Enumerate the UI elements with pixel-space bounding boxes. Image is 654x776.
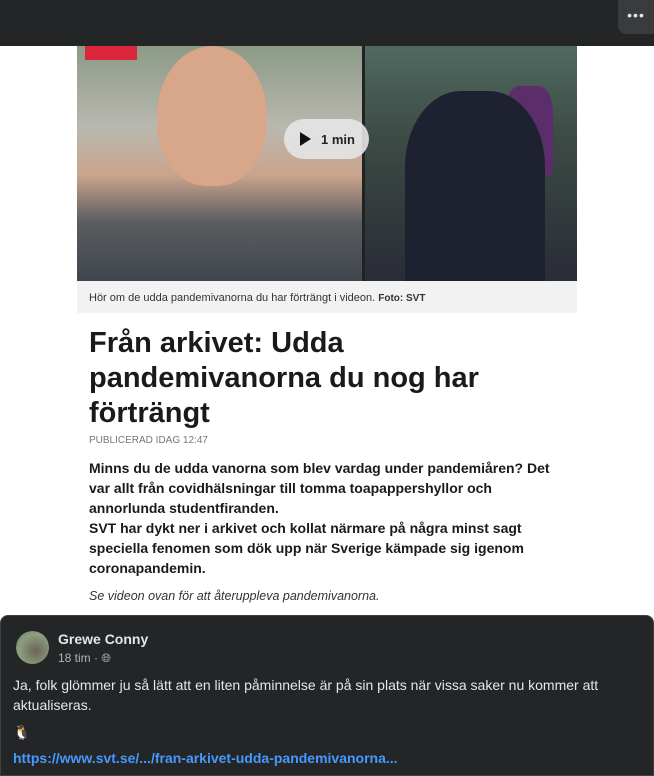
post-meta <box>58 651 111 666</box>
lead-paragraph-1: Minns du de udda vanorna som blev vardag under pandemiåren? Det var allt från covidhälsningar till tomma toapappershyllor och annorlunda studentfiranden. <box>89 460 550 516</box>
avatar[interactable] <box>16 631 49 664</box>
post-time[interactable]: 18 tim <box>58 651 91 665</box>
article-link[interactable]: https://www.svt.se/.../fran-arkivet-udda-pandemivanorna... <box>13 750 398 766</box>
play-icon <box>300 132 311 146</box>
more-horizontal-icon: ••• <box>627 7 645 23</box>
article-lead <box>89 458 569 578</box>
facebook-post <box>0 615 654 776</box>
globe-icon: 🌐︎ <box>101 651 111 665</box>
author-name[interactable]: Grewe Conny <box>58 631 149 647</box>
more-options-button[interactable] <box>618 0 654 34</box>
penguin-emoji: 🐧 <box>13 724 31 740</box>
thumbnail-left-image <box>77 46 362 281</box>
post-text: Ja, folk glömmer ju så lätt att en liten påminnelse är på sin plats när vissa saker nu kommer att aktualiseras. <box>13 677 599 713</box>
article-title: Från arkivet: Udda pandemivanorna du nog har förträngt <box>89 327 479 429</box>
play-button[interactable] <box>284 119 369 159</box>
photo-credit: Foto: SVT <box>378 293 426 304</box>
video-thumbnail[interactable] <box>77 46 577 281</box>
video-note: Se videon ovan för att återuppleva pandemivanorna. <box>89 589 380 603</box>
svt-badge <box>85 46 137 60</box>
lead-paragraph-2: SVT har dykt ner i arkivet och kollat närmare på några minst sagt speciella fenomen som dök upp när Sverige kämpade sig igenom coronapandemin. <box>89 520 524 576</box>
thumbnail-right-image <box>365 46 577 281</box>
separator: · <box>94 651 99 665</box>
published-date: PUBLICERAD IDAG 12:47 <box>89 435 208 446</box>
image-caption <box>77 281 577 313</box>
video-duration: 1 min <box>321 131 355 147</box>
top-bar <box>0 0 654 46</box>
caption-text: Hör om de udda pandemivanorna du har förträngt i videon. <box>89 292 376 304</box>
